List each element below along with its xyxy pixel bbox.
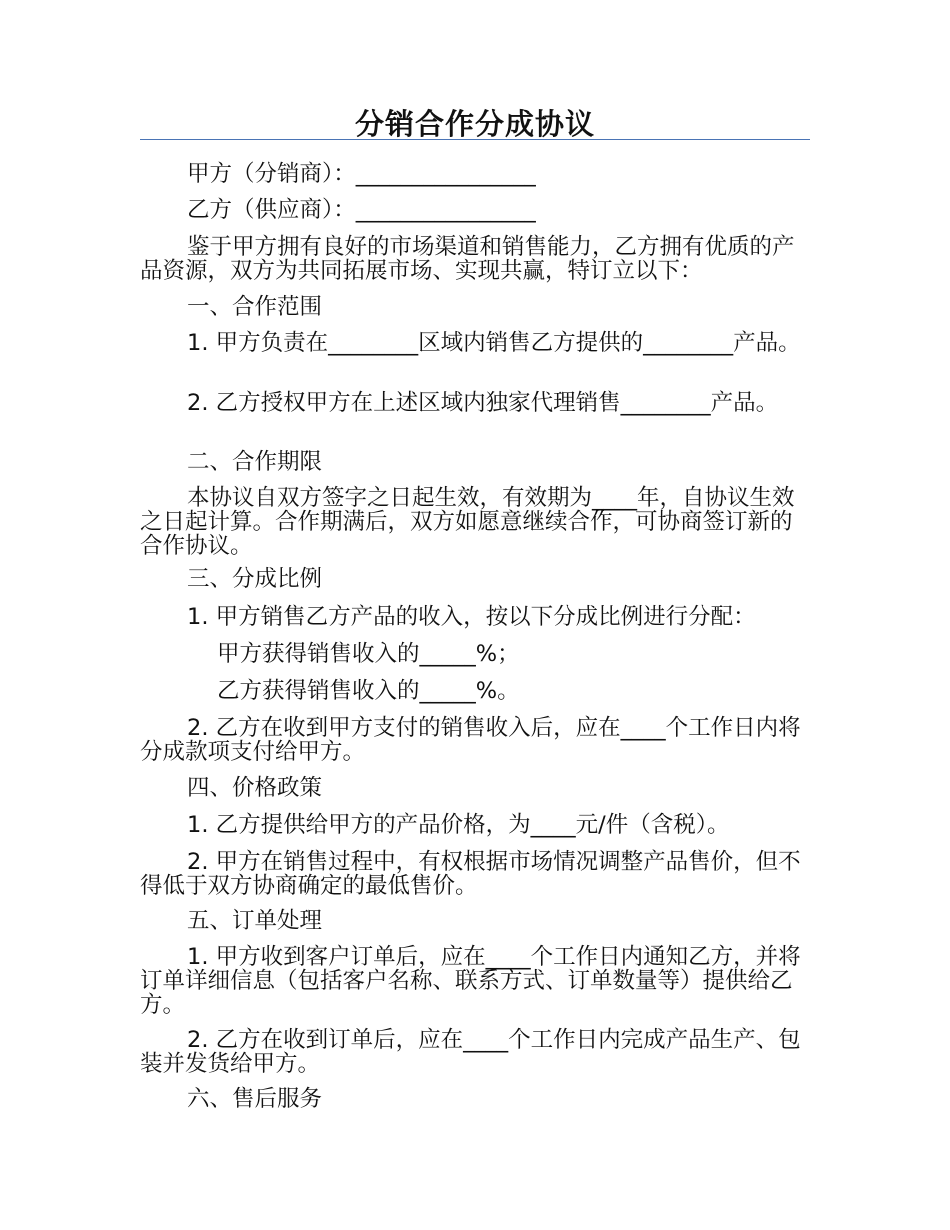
clause-paragraph: 1. 乙方提供给甲方的产品价格，为____元/件（含税）。 bbox=[187, 812, 730, 838]
clause-paragraph: 1. 甲方收到客户订单后，应在____个工作日内通知乙方，并将订单详细信息（包括客户名称、联系方式、订单数量等）提供给乙方。 bbox=[140, 944, 801, 1018]
clause-paragraph: 2. 乙方在收到订单后，应在____个工作日内完成产品生产、包装并发货给甲方。 bbox=[140, 1027, 801, 1077]
sub-clause-line: 甲方获得销售收入的_____%； bbox=[217, 641, 520, 667]
clause-paragraph: 1. 甲方负责在________区域内销售乙方提供的________产品。 bbox=[187, 330, 801, 356]
section-heading: 二、合作期限 bbox=[187, 449, 323, 475]
clause-paragraph: 2. 甲方在销售过程中，有权根据市场情况调整产品售价，但不得低于双方协商确定的最低售价。 bbox=[140, 849, 801, 899]
clause-paragraph: 本协议自双方签字之日起生效，有效期为____年，自协议生效之日起计算。合作期满后，双方如愿意继续合作，可协商签订新的合作协议。 bbox=[140, 485, 795, 559]
clause-paragraph: 1. 甲方销售乙方产品的收入，按以下分成比例进行分配： bbox=[187, 604, 756, 630]
title-underline bbox=[140, 139, 810, 140]
page-title: 分销合作分成协议 bbox=[354, 107, 595, 141]
clause-paragraph: 2. 乙方在收到甲方支付的销售收入后，应在____个工作日内将分成款项支付给甲方。 bbox=[140, 715, 801, 765]
sub-clause-line: 乙方获得销售收入的_____%。 bbox=[217, 678, 520, 704]
section-heading: 四、价格政策 bbox=[187, 775, 323, 801]
section-heading: 六、售后服务 bbox=[187, 1086, 323, 1112]
section-heading: 一、合作范围 bbox=[187, 294, 323, 320]
section-heading: 三、分成比例 bbox=[187, 566, 323, 592]
section-heading: 五、订单处理 bbox=[187, 908, 323, 934]
clause-paragraph: 2. 乙方授权甲方在上述区域内独家代理销售________产品。 bbox=[187, 390, 779, 416]
preamble-paragraph: 鉴于甲方拥有良好的市场渠道和销售能力，乙方拥有优质的产品资源，双方为共同拓展市场、实现共赢，特订立以下： bbox=[140, 234, 795, 284]
party-b-line: 乙方（供应商）：________________ bbox=[187, 197, 536, 223]
party-a-line: 甲方（分销商）：________________ bbox=[187, 161, 536, 187]
